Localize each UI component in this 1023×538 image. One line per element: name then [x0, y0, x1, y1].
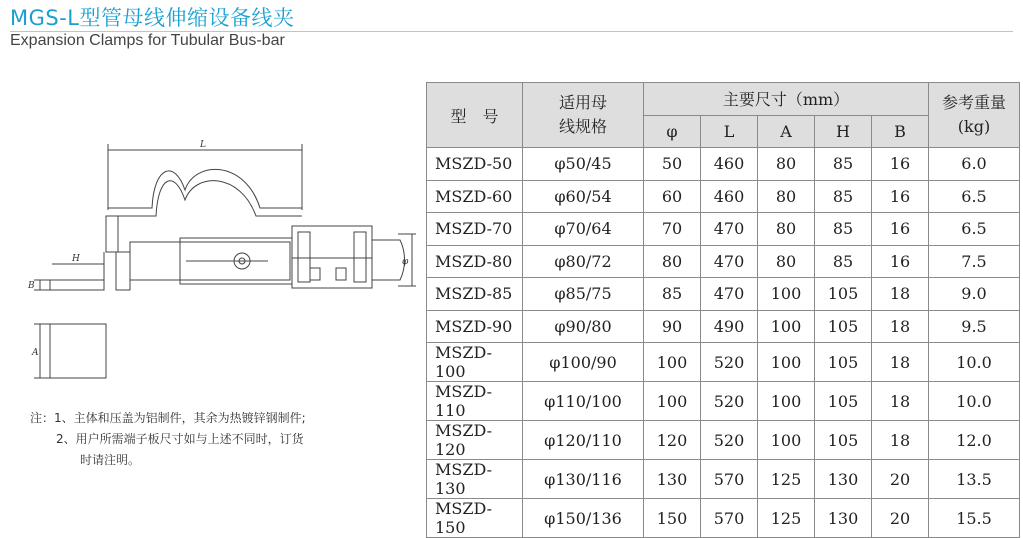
table-header-row — [427, 83, 1020, 116]
dim-label-B: B — [28, 281, 35, 291]
header-spec — [523, 83, 644, 148]
cell-H: 105 — [815, 310, 872, 343]
cell-model: MSZD-70 — [427, 213, 523, 246]
cell-spec: φ85/75 — [523, 278, 644, 311]
cell-phi: 90 — [644, 310, 701, 343]
cell-L: 570 — [701, 460, 758, 499]
cell-B: 18 — [872, 310, 929, 343]
header-phi: φ — [644, 115, 701, 148]
cell-weight: 6.0 — [929, 148, 1020, 181]
busbar-tube — [372, 240, 405, 280]
header-weight — [929, 83, 1020, 148]
cell-phi: 150 — [644, 499, 701, 538]
cell-H: 85 — [815, 213, 872, 246]
cell-H: 130 — [815, 499, 872, 538]
cell-A: 125 — [758, 460, 815, 499]
cell-phi: 100 — [644, 343, 701, 382]
cell-phi: 60 — [644, 180, 701, 213]
clamp-technical-drawing — [20, 130, 420, 390]
cell-H: 105 — [815, 278, 872, 311]
table-row — [427, 460, 1020, 499]
cell-B: 18 — [872, 278, 929, 311]
header-L: L — [701, 115, 758, 148]
terminal-plate — [50, 280, 104, 290]
spec-table — [426, 82, 1020, 538]
cell-H: 85 — [815, 245, 872, 278]
cell-spec: φ90/80 — [523, 310, 644, 343]
table-row — [427, 499, 1020, 538]
cell-model: MSZD-80 — [427, 245, 523, 278]
cell-spec: φ50/45 — [523, 148, 644, 181]
cell-L: 460 — [701, 180, 758, 213]
cell-phi: 120 — [644, 421, 701, 460]
note-line-3: 时请注明。 — [80, 453, 141, 467]
header-A: A — [758, 115, 815, 148]
cell-L: 520 — [701, 421, 758, 460]
cell-weight: 15.5 — [929, 499, 1020, 538]
terminal-plate-side-view — [50, 324, 106, 378]
dim-label-A: A — [32, 348, 39, 358]
notes — [30, 408, 306, 471]
cell-weight: 13.5 — [929, 460, 1020, 499]
cell-A: 80 — [758, 180, 815, 213]
cell-model: MSZD-130 — [427, 460, 523, 499]
cell-phi: 85 — [644, 278, 701, 311]
cell-L: 520 — [701, 343, 758, 382]
cell-model: MSZD-85 — [427, 278, 523, 311]
cell-weight: 10.0 — [929, 382, 1020, 421]
cell-model: MSZD-150 — [427, 499, 523, 538]
cell-A: 100 — [758, 382, 815, 421]
cell-H: 105 — [815, 343, 872, 382]
cell-weight: 12.0 — [929, 421, 1020, 460]
cell-B: 20 — [872, 499, 929, 538]
cell-weight: 9.5 — [929, 310, 1020, 343]
cell-weight: 6.5 — [929, 213, 1020, 246]
dim-label-L: L — [200, 140, 206, 150]
cell-weight: 10.0 — [929, 343, 1020, 382]
page-subtitle: Expansion Clamps for Tubular Bus-bar — [10, 32, 285, 49]
cell-model: MSZD-50 — [427, 148, 523, 181]
cell-L: 490 — [701, 310, 758, 343]
page-title: MGS-L型管母线伸缩设备线夹 — [10, 6, 295, 30]
cell-spec: φ120/110 — [523, 421, 644, 460]
note-line-2: 2、用户所需端子板尺寸如与上述不同时，订货 — [56, 432, 304, 446]
cell-H: 85 — [815, 180, 872, 213]
table-body — [427, 148, 1020, 538]
cell-H: 85 — [815, 148, 872, 181]
header-spec-line1: 适用母 — [558, 93, 607, 112]
cell-B: 18 — [872, 343, 929, 382]
header-weight-line1: 参考重量 — [941, 93, 1006, 112]
cell-L: 460 — [701, 148, 758, 181]
cell-phi: 80 — [644, 245, 701, 278]
table-row — [427, 343, 1020, 382]
cell-spec: φ70/64 — [523, 213, 644, 246]
header-H: H — [815, 115, 872, 148]
cell-phi: 50 — [644, 148, 701, 181]
cell-B: 18 — [872, 382, 929, 421]
header-weight-line2: (kg) — [957, 117, 991, 136]
cell-spec: φ150/136 — [523, 499, 644, 538]
cell-A: 80 — [758, 148, 815, 181]
cell-H: 105 — [815, 382, 872, 421]
cell-weight: 7.5 — [929, 245, 1020, 278]
cell-spec: φ60/54 — [523, 180, 644, 213]
cell-B: 16 — [872, 245, 929, 278]
table-row — [427, 213, 1020, 246]
cell-A: 125 — [758, 499, 815, 538]
table-row — [427, 245, 1020, 278]
clamp-arch — [108, 169, 302, 208]
cell-L: 470 — [701, 278, 758, 311]
note-line-1: 注：1、主体和压盖为铝制件，其余为热镀锌钢制件; — [30, 411, 306, 425]
cell-H: 130 — [815, 460, 872, 499]
cell-A: 100 — [758, 310, 815, 343]
clamp-block — [292, 226, 372, 288]
header-model: 型 号 — [427, 83, 523, 148]
cell-model: MSZD-110 — [427, 382, 523, 421]
table-row — [427, 382, 1020, 421]
cell-spec: φ110/100 — [523, 382, 644, 421]
dim-label-H: H — [72, 254, 80, 264]
cell-H: 105 — [815, 421, 872, 460]
cell-spec: φ100/90 — [523, 343, 644, 382]
header-spec-line2: 线规格 — [558, 117, 607, 136]
cell-phi: 70 — [644, 213, 701, 246]
cell-model: MSZD-120 — [427, 421, 523, 460]
cell-A: 80 — [758, 213, 815, 246]
cell-L: 470 — [701, 213, 758, 246]
cell-spec: φ80/72 — [523, 245, 644, 278]
dim-label-phi: φ — [402, 257, 409, 267]
cell-B: 18 — [872, 421, 929, 460]
cell-L: 520 — [701, 382, 758, 421]
cell-model: MSZD-100 — [427, 343, 523, 382]
cell-B: 16 — [872, 180, 929, 213]
cell-B: 16 — [872, 148, 929, 181]
cell-L: 570 — [701, 499, 758, 538]
cell-A: 100 — [758, 421, 815, 460]
table-row — [427, 421, 1020, 460]
cell-L: 470 — [701, 245, 758, 278]
cell-A: 80 — [758, 245, 815, 278]
table-row — [427, 180, 1020, 213]
cell-weight: 9.0 — [929, 278, 1020, 311]
header-dimensions: 主要尺寸（mm） — [644, 83, 929, 116]
table-row — [427, 148, 1020, 181]
cell-weight: 6.5 — [929, 180, 1020, 213]
header-B: B — [872, 115, 929, 148]
table-row — [427, 278, 1020, 311]
cell-phi: 100 — [644, 382, 701, 421]
cell-A: 100 — [758, 278, 815, 311]
cell-model: MSZD-60 — [427, 180, 523, 213]
table-row — [427, 310, 1020, 343]
cell-B: 20 — [872, 460, 929, 499]
cell-phi: 130 — [644, 460, 701, 499]
cell-spec: φ130/116 — [523, 460, 644, 499]
cell-A: 100 — [758, 343, 815, 382]
cell-B: 16 — [872, 213, 929, 246]
cell-model: MSZD-90 — [427, 310, 523, 343]
